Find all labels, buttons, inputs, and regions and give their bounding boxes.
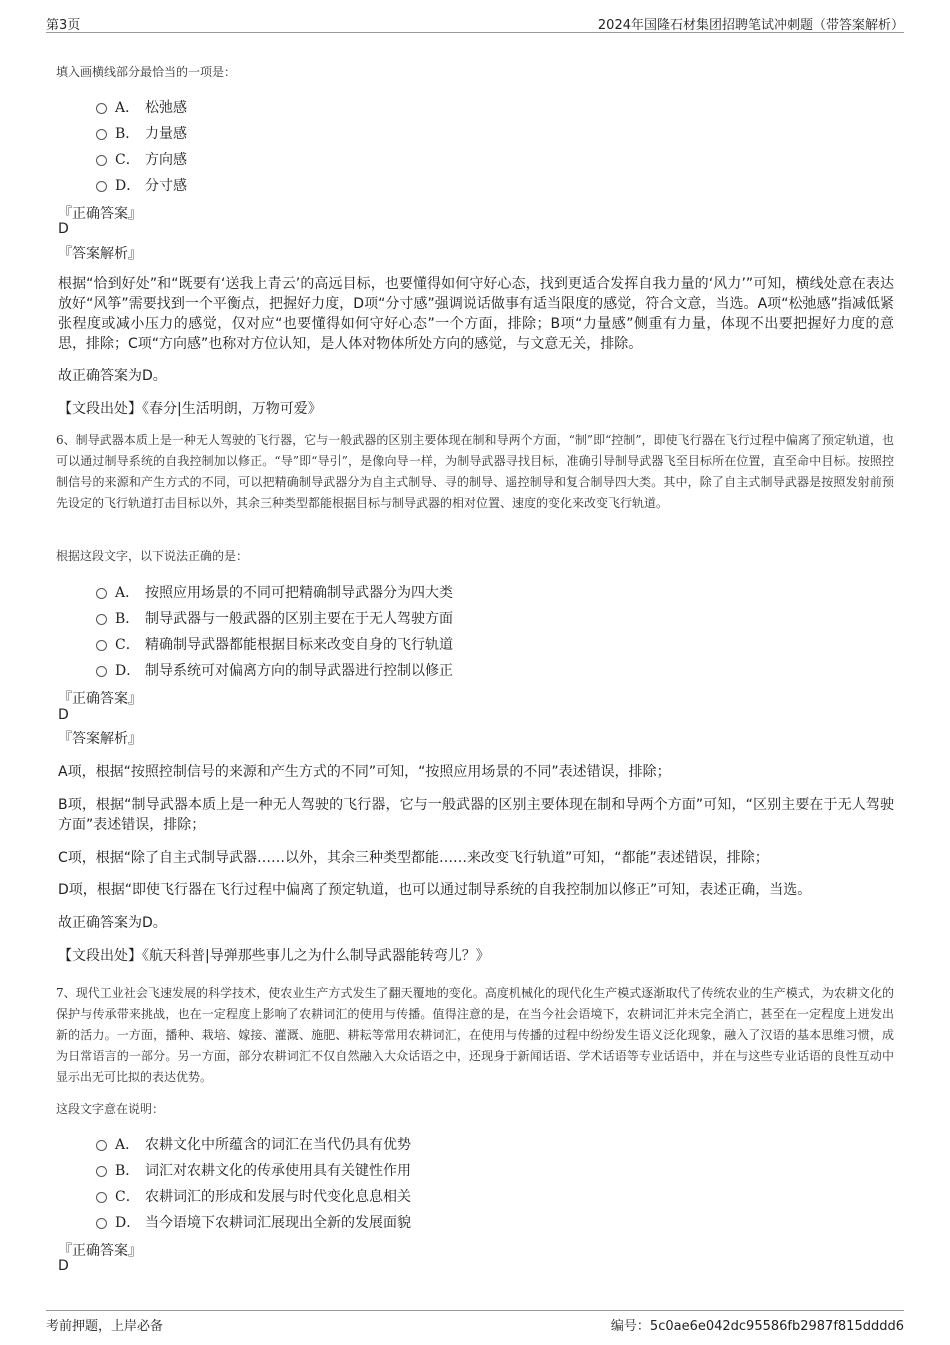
q6-stem: 6、制导武器本质上是一种无人驾驶的飞行器，它与一般武器的区别主要体现在制和导两个方面，“制”即“控制”，即使飞行器在飞行过程中偏离了预定轨道，也可以通过制导系统的自我控制加以修正。“导”即“导引”，是像向导一样，为制导武器寻找目标，准确引导制导武器飞至目标所在位置，直至命中目标。按照控制信号的来源和产生方式的不同，可以把精确制导武器分为自主式制导、寻的制导、遥控制导和复合制导四大类。其中，除了自主式制导武器是按照发射前预先设定的飞行轨道打击目标以外，其余三种类型都能根据目标与制导武器的相对位置、速度的变化来改变飞行轨道。 [56,433,894,510]
radio-icon[interactable] [96,1140,107,1151]
q6-option-a[interactable]: A． 按照应用场景的不同可把精确制导武器分为四大类 [96,582,453,602]
q5-option-b[interactable]: B． 力量感 [96,123,187,143]
q5-prompt: 填入画横线部分最恰当的一项是： [56,65,237,79]
radio-icon[interactable] [96,181,107,192]
q6-answer: D [58,707,69,723]
q5-conclusion: 故正确答案为D。 [58,368,167,384]
q7-prompt: 这段文字意在说明： [56,1102,165,1116]
q7-answer-label: 『正确答案』 [58,1243,142,1259]
q7-answer: D [58,1258,69,1274]
radio-icon[interactable] [96,588,107,599]
q6-option-d[interactable]: D． 制导系统可对偏离方向的制导武器进行控制以修正 [96,660,453,680]
q6-analysis-label: 『答案解析』 [58,731,142,747]
page-number: 第3页 [46,18,81,33]
radio-icon[interactable] [96,103,107,114]
q6-analysis-d: D项，根据“即使飞行器在飞行过程中偏离了预定轨道，也可以通过制导系统的自我控制加以修正”可知，表述正确，当选。 [58,882,812,898]
q6-option-b[interactable]: B． 制导武器与一般武器的区别主要在于无人驾驶方面 [96,608,453,628]
q7-option-b[interactable]: B． 词汇对农耕文化的传承使用具有关键性作用 [96,1160,411,1180]
q6-analysis-b: B项，根据“制导武器本质上是一种无人驾驶的飞行器，它与一般武器的区别主要体现在制和导两个方面”可知，“区别主要在于无人驾驶方面”表述错误，排除； [58,797,894,833]
radio-icon[interactable] [96,129,107,140]
radio-icon[interactable] [96,1218,107,1229]
q7-option-a[interactable]: A． 农耕文化中所蕴含的词汇在当代仍具有优势 [96,1134,411,1154]
radio-icon[interactable] [96,1166,107,1177]
page-footer [46,1310,904,1334]
q5-option-c[interactable]: C． 方向感 [96,149,187,169]
q7-option-c[interactable]: C． 农耕词汇的形成和发展与时代变化息息相关 [96,1186,411,1206]
q6-answer-label: 『正确答案』 [58,691,142,707]
q6-option-c[interactable]: C． 精确制导武器都能根据目标来改变自身的飞行轨道 [96,634,453,654]
radio-icon[interactable] [96,640,107,651]
document-title: 2024年国隆石材集团招聘笔试冲刺题（带答案解析） [597,18,904,33]
radio-icon[interactable] [96,155,107,166]
radio-icon[interactable] [96,614,107,625]
q5-answer-label: 『正确答案』 [58,206,142,222]
radio-icon[interactable] [96,666,107,677]
q6-prompt: 根据这段文字，以下说法正确的是： [56,549,249,563]
radio-icon[interactable] [96,1192,107,1203]
page-header [46,10,904,33]
q5-source: 【文段出处】《春分|生活明朗，万物可爱》 [58,401,322,417]
q6-analysis-c: C项，根据“除了自主式制导武器……以外，其余三种类型都能……来改变飞行轨道”可知，“都能”表述错误，排除； [58,850,769,866]
document-id: 编号：5c0ae6e042dc95586fb2987f815dddd6 [610,1319,904,1334]
q5-analysis-label: 『答案解析』 [58,246,142,262]
q5-analysis: 根据“恰到好处”和“既要有‘送我上青云’的高远目标，也要懂得如何守好心态，找到更适合发挥自我力量的‘风力’”可知，横线处意在表达放好“风筝”需要找到一个平衡点，把握好力度，D项“分寸感”强调说话做事有适当限度的感觉，符合文意，当选。A项“松弛感”指减低紧张程度或减小压力的感觉，仅对应“也要懂得如何守好心态”一个方面，排除；B项“力量感”侧重有力量，体现不出要把握好力度的意思，排除；C项“方向感”也称对方位认知，是人体对物体所处方向的感觉，与文意无关，排除。 [58,276,894,352]
footer-slogan: 考前押题，上岸必备 [46,1319,164,1334]
q6-source: 【文段出处】《航天科普|导弹那些事儿之为什么制导武器能转弯儿？》 [58,948,490,964]
q5-option-d[interactable]: D． 分寸感 [96,175,187,195]
q5-option-a[interactable]: A． 松弛感 [96,97,187,117]
q6-analysis-a: A项，根据“按照控制信号的来源和产生方式的不同”可知，“按照应用场景的不同”表述错误，排除； [58,764,671,780]
q7-stem: 7、现代工业社会飞速发展的科学技术，使农业生产方式发生了翻天覆地的变化。高度机械化的现代化生产模式逐渐取代了传统农业的生产模式，为农耕文化的保护与传承带来挑战，也在一定程度上影响了农耕词汇的使用与传播。值得注意的是，在当今社会语境下，农耕词汇并未完全消亡，甚至在一定程度上迸发出新的活力。一方面，播种、栽培、嫁接、灌溉、施肥、耕耘等常用农耕词汇，在使用与传播的过程中纷纷发生语义泛化现象，融入了汉语的基本思维习惯，成为日常语言的一部分。另一方面，部分农耕词汇不仅自然融入大众话语之中，还现身于新闻话语、学术话语等专业话语中，并在与这些专业话语的良性互动中显示出无可比拟的表达优势。 [56,986,894,1084]
q7-option-d[interactable]: D． 当今语境下农耕词汇展现出全新的发展面貌 [96,1212,411,1232]
q6-conclusion: 故正确答案为D。 [58,915,167,931]
q5-answer: D [58,221,69,237]
